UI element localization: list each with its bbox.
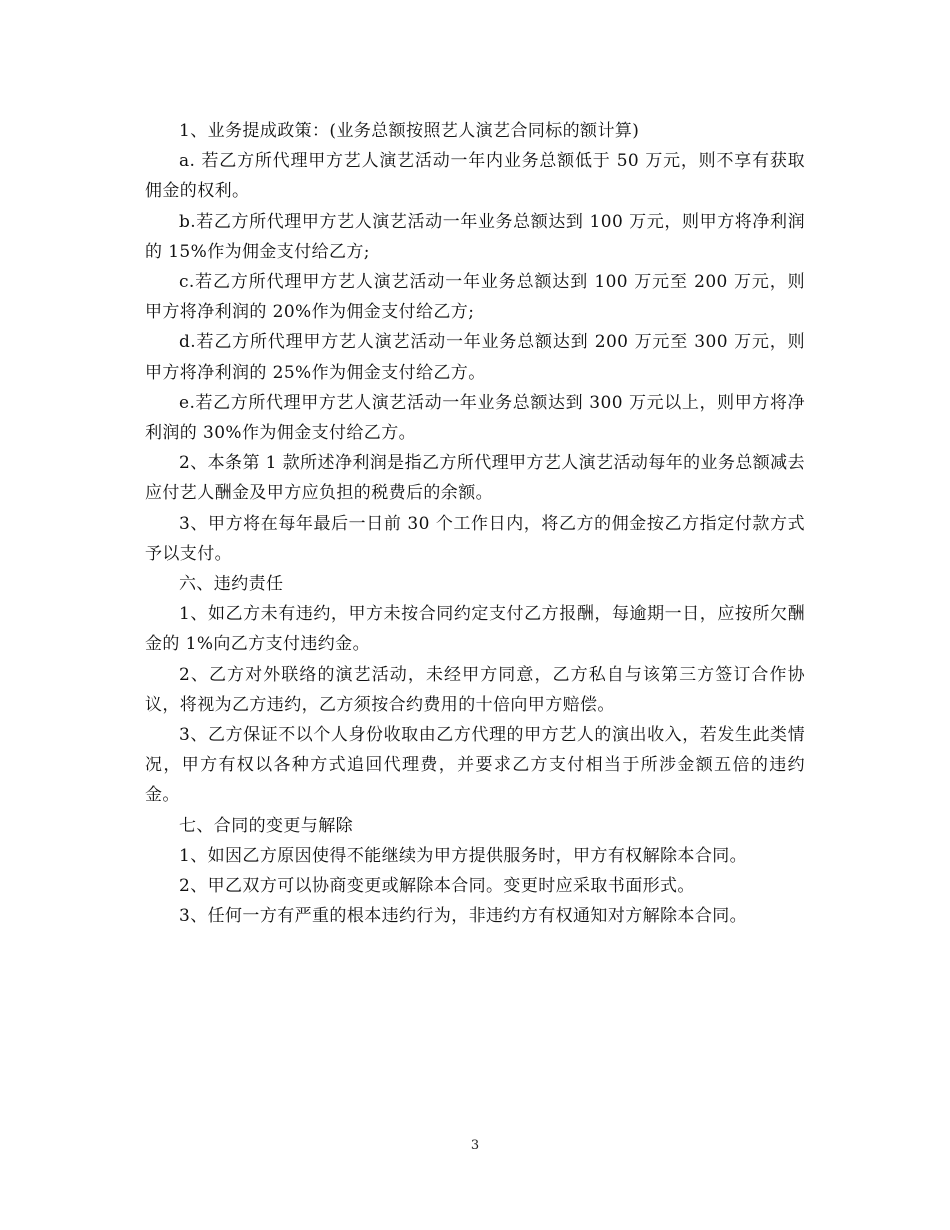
paragraph-clause-c: c.若乙方所代理甲方艺人演艺活动一年业务总额达到 100 万元至 200 万元，则甲方将净利润的 20%作为佣金支付给乙方;: [145, 272, 805, 323]
paragraph-clause-a: a. 若乙方所代理甲方艺人演艺活动一年内业务总额低于 50 万元，则不享有获取佣金的权利。: [145, 151, 805, 202]
page-number: 3: [470, 1138, 480, 1153]
paragraph-breach-2: 2、乙方对外联络的演艺活动，未经甲方同意，乙方私自与该第三方签订合作协议，将视为乙方违约，乙方须按合约费用的十倍向甲方赔偿。: [145, 664, 805, 715]
paragraph-termination-3: 3、任何一方有严重的根本违约行为，非违约方有权通知对方解除本合同。: [179, 906, 748, 927]
paragraph-clause-b: b.若乙方所代理甲方艺人演艺活动一年业务总额达到 100 万元，则甲方将净利润的 15%作为佣金支付给乙方;: [145, 211, 805, 262]
document-body: [145, 116, 805, 931]
paragraph-net-profit-definition: 2、本条第 1 款所述净利润是指乙方所代理甲方艺人演艺活动每年的业务总额减去应付艺人酬金及甲方应负担的税费后的余额。: [145, 453, 805, 504]
paragraph-clause-d: d.若乙方所代理甲方艺人演艺活动一年业务总额达到 200 万元至 300 万元，则甲方将净利润的 25%作为佣金支付给乙方。: [145, 332, 805, 383]
paragraph-clause-e: e.若乙方所代理甲方艺人演艺活动一年业务总额达到 300 万元以上，则甲方将净利润的 30%作为佣金支付给乙方。: [145, 392, 805, 444]
section-heading-breach: 六、违约责任: [179, 574, 284, 595]
paragraph-payment-timing: 3、甲方将在每年最后一日前 30 个工作日内，将乙方的佣金按乙方指定付款方式予以支付。: [145, 513, 805, 564]
paragraph-termination-2: 2、甲乙双方可以协商变更或解除本合同。变更时应采取书面形式。: [179, 876, 695, 897]
paragraph-commission-policy: 1、业务提成政策：(业务总额按照艺人演艺合同标的额计算): [179, 121, 640, 141]
section-heading-termination: 七、合同的变更与解除: [179, 815, 353, 836]
paragraph-breach-1: 1、如乙方未有违约，甲方未按合同约定支付乙方报酬，每逾期一日，应按所欠酬金的 1%向乙方支付违约金。: [145, 604, 805, 655]
paragraph-termination-1: 1、如因乙方原因使得不能继续为甲方提供服务时，甲方有权解除本合同。: [179, 845, 748, 866]
paragraph-breach-3: 3、乙方保证不以个人身份收取由乙方代理的甲方艺人的演出收入，若发生此类情况，甲方有权以各种方式追回代理费，并要求乙方支付相当于所涉金额五倍的违约金。: [145, 725, 805, 806]
